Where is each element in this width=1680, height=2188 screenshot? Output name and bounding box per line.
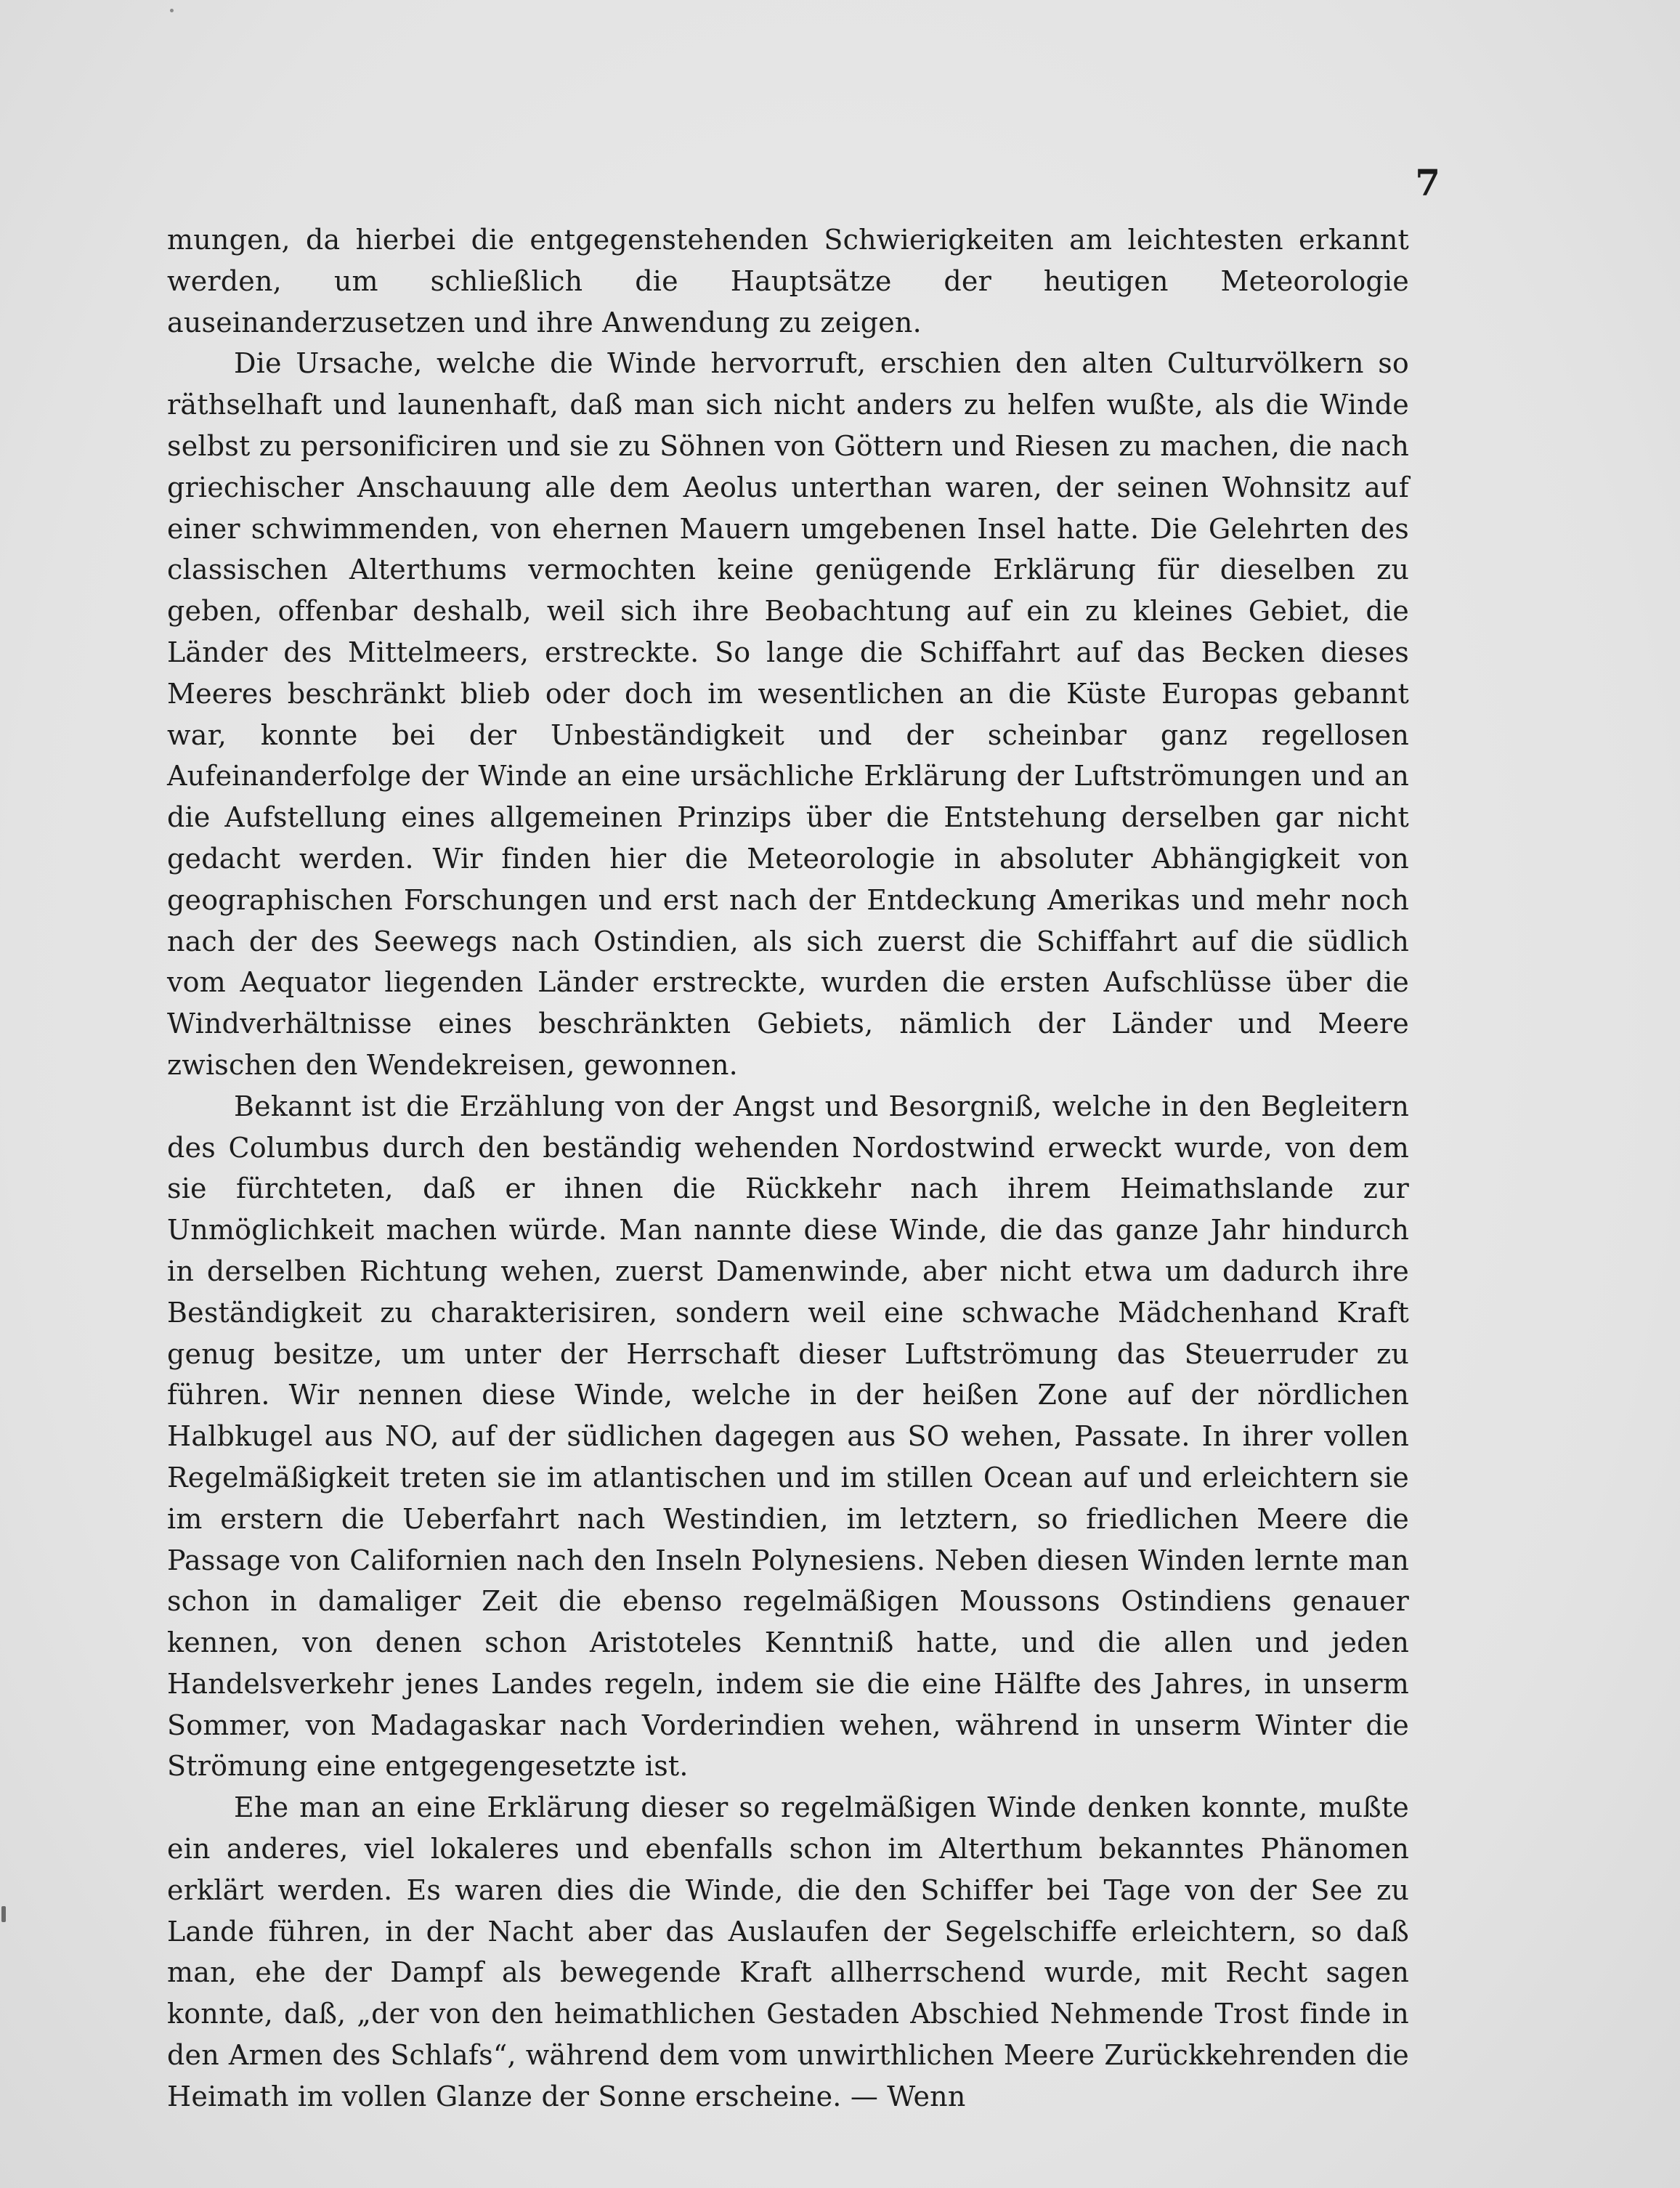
paragraph-wind-causes: Die Ursache, welche die Winde hervorruft, erschien den alten Culturvölkern so räthselhaft und launenhaft, daß man sich nicht anders zu helfen wußte, als die Winde selbst zu personificiren und sie zu Söhnen von Göttern und Riesen zu machen, die nach griechischer Anschauung alle dem Aeolus unterthan waren, der seinen Wohnsitz auf einer schwimmenden, von ehernen Mauern umgebenen Insel hatte. Die Gelehrten des classischen Alterthums vermochten keine genügende Erklärung für dieselben zu geben, offenbar deshalb, weil sich ihre Beobachtung auf ein zu kleines Gebiet, die Länder des Mittelmeers, erstreckte. So lange die Schiffahrt auf das Becken dieses Meeres beschränkt blieb oder doch im wesentlichen an die Küste Europas gebannt war, konnte bei der Unbeständigkeit und der scheinbar ganz regellosen Aufeinanderfolge der Winde an eine ursächliche Erklärung der Luftströmungen und an die Aufstellung eines allgemeinen Prinzips über die Entstehung derselben gar nicht gedacht werden. Wir finden hier die Meteorologie in absoluter Abhängigkeit von geographischen Forschungen und erst nach der Entdeckung Amerikas und mehr noch nach der des Seewegs nach Ostindien, als sich zuerst die Schiffahrt auf die südlich vom Aequator liegenden Länder erstreckte, wurden die ersten Aufschlüsse über die Windverhältnisse eines beschränkten Gebiets, nämlich der Länder und Meere zwischen den Wendekreisen, gewonnen. [167,347,1409,1081]
page-number: 7 [1415,161,1440,204]
paragraph-columbus-trade-winds: Bekannt ist die Erzählung von der Angst und Besorgniß, welche in den Begleitern des Columbus durch den beständig wehenden Nordostwind erweckt wurde, von dem sie fürchteten, daß er ihnen die Rückkehr nach ihrem Heimathslande zur Unmöglichkeit machen würde. Man nannte diese Winde, die das ganze Jahr hindurch in derselben Richtung wehen, zuerst Damenwinde, aber nicht etwa um dadurch ihre Beständigkeit zu charakterisiren, sondern weil eine schwache Mädchenhand Kraft genug besitze, um unter der Herrschaft dieser Luftströmung das Steuerruder zu führen. Wir nennen diese Winde, welche in der heißen Zone auf der nördlichen Halbkugel aus NO, auf der südlichen dagegen aus SO wehen, Passate. In ihrer vollen Regelmäßigkeit treten sie im atlantischen und im stillen Ocean auf und erleichtern sie im erstern die Ueberfahrt nach Westindien, im letztern, so friedlichen Meere die Passage von Californien nach den Inseln Polynesiens. Neben diesen Winden lernte man schon in damaliger Zeit die ebenso regelmäßigen Moussons Ostindiens genauer kennen, von denen schon Aristoteles Kenntniß hatte, und die allen und jeden Handelsverkehr jenes Landes regeln, indem sie die eine Hälfte des Jahres, in unserm Sommer, von Madagaskar nach Vorderindien wehen, während in unserm Winter die Strömung eine entgegengesetzte ist. [167,1090,1409,1783]
body-text [167,219,1409,2118]
paragraph-sea-land-breeze: Ehe man an eine Erklärung dieser so regelmäßigen Winde denken konnte, mußte ein anderes, viel lokaleres und ebenfalls schon im Alterthum bekanntes Phänomen erklärt werden. Es waren dies die Winde, die den Schiffer bei Tage von der See zu Lande führen, in der Nacht aber das Auslaufen der Segelschiffe erleichtern, so daß man, ehe der Dampf als bewegende Kraft allherrschend wurde, mit Recht sagen konnte, daß, „der von den heimathlichen Gestaden Abschied Nehmende Trost finde in den Armen des Schlafs“, während dem vom unwirthlichen Meere Zurückkehrenden die Heimath im vollen Glanze der Sonne erscheine. — Wenn [167,1791,1409,2112]
paragraph-continuation: mungen, da hierbei die entgegenstehenden Schwierigkeiten am leichtesten erkannt werden, um schließlich die Hauptsätze der heutigen Meteorologie auseinanderzusetzen und ihre Anwendung zu zeigen. [167,224,1409,339]
scan-edge-mark [1,1906,6,1922]
scan-speck [170,9,174,12]
